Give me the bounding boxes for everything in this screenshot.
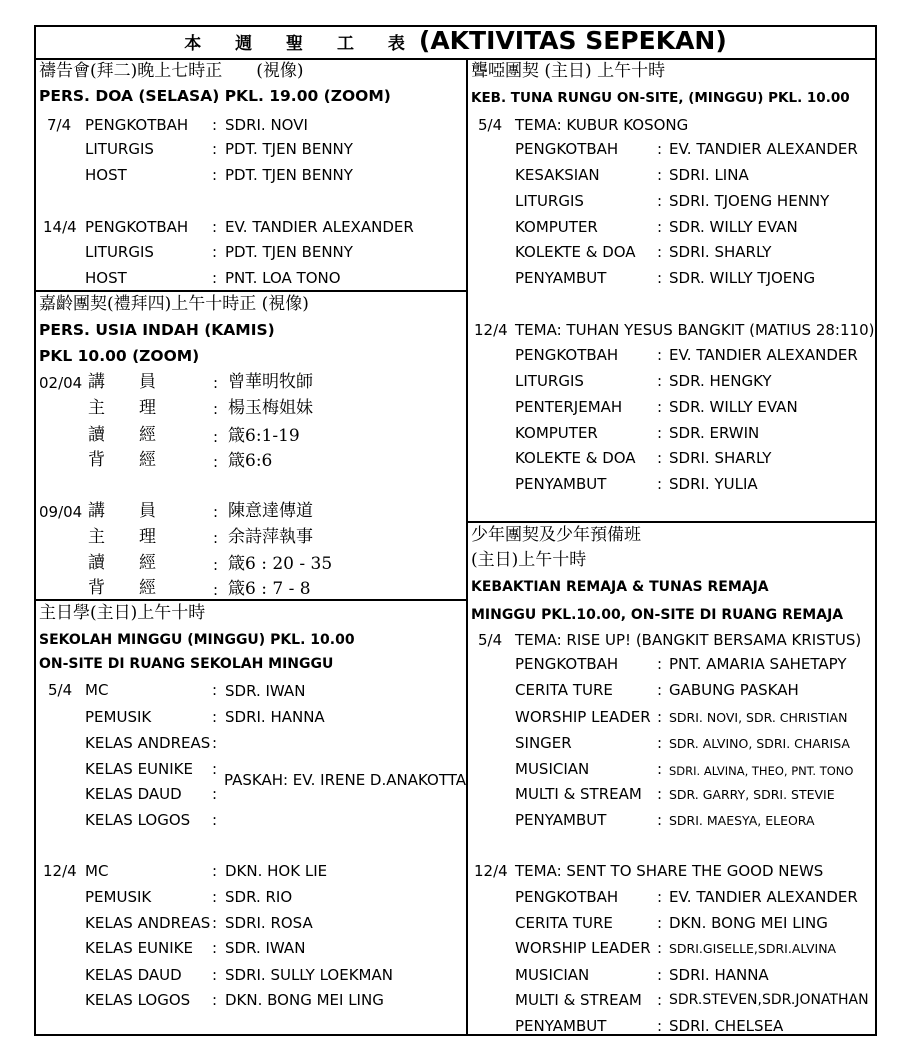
role: PENGKOTBAH <box>515 888 619 906</box>
name: SDRI. SHARLY <box>669 243 772 261</box>
role: KOMPUTER <box>515 424 598 442</box>
tuna-chinese-heading: 聾啞團契 (主日) 上午十時 <box>471 61 666 81</box>
divider-tuna-remaja <box>466 521 877 523</box>
theme: TEMA: TUHAN YESUS BANGKIT (MATIUS 28:110) <box>515 321 875 339</box>
colon: : <box>213 503 219 521</box>
role: PENYAMBUT <box>515 269 607 287</box>
colon: : <box>657 888 663 906</box>
usia-heading: PERS. USIA INDAH (KAMIS) <box>39 321 275 339</box>
name: EV. TANDIER ALEXANDER <box>225 218 414 236</box>
colon: : <box>213 374 219 392</box>
colon: : <box>212 914 218 932</box>
colon: : <box>657 243 663 261</box>
name: 箴6 : 7 - 8 <box>228 579 311 599</box>
role: 背 經 <box>88 450 156 470</box>
name: SDRI. HANNA <box>669 966 769 984</box>
date: 14/4 <box>43 218 77 236</box>
name: SDRI. SHARLY <box>669 449 772 467</box>
colon: : <box>212 991 218 1009</box>
name: SDRI. ROSA <box>225 914 313 932</box>
colon: : <box>657 1017 663 1035</box>
merged-teacher-note: PASKAH: EV. IRENE D.ANAKOTTA <box>224 771 466 789</box>
date: 5/4 <box>48 681 73 699</box>
remaja-chinese-time: (主日)上午十時 <box>471 550 587 570</box>
role: PENGKOTBAH <box>85 116 189 134</box>
colon: : <box>657 140 663 158</box>
role: WORSHIP LEADER <box>515 939 651 957</box>
colon: : <box>212 218 218 236</box>
date: 5/4 <box>478 631 503 649</box>
date: 12/4 <box>474 862 508 880</box>
title-chinese: 本 週 聖 工 表 <box>184 34 419 54</box>
colon: : <box>657 192 663 210</box>
role: KOLEKTE & DOA <box>515 449 636 467</box>
name: SDR. WILLY TJOENG <box>669 269 816 287</box>
colon: : <box>212 785 218 803</box>
name: 楊玉梅姐妹 <box>228 398 313 418</box>
role: WORSHIP LEADER <box>515 708 651 726</box>
colon: : <box>657 734 663 752</box>
colon: : <box>657 760 663 778</box>
name: PDT. TJEN BENNY <box>225 140 353 158</box>
tuna-heading: KEB. TUNA RUNGU ON-SITE, (MINGGU) PKL. 10.00 <box>471 90 850 106</box>
role: MULTI & STREAM <box>515 785 642 803</box>
colon: : <box>657 218 663 236</box>
name: PNT. AMARIA SAHETAPY <box>669 655 847 673</box>
colon: : <box>657 708 663 726</box>
remaja-location: MINGGU PKL.10.00, ON-SITE DI RUANG REMAJA <box>471 607 844 623</box>
role: PENYAMBUT <box>515 475 607 493</box>
role: CERITA TURE <box>515 681 613 699</box>
name: SDR. GARRY, SDRI. STEVIE <box>669 787 835 802</box>
role: PEMUSIK <box>85 888 152 906</box>
name: DKN. BONG MEI LING <box>225 991 384 1009</box>
role: KELAS ANDREAS <box>85 734 211 752</box>
colon: : <box>212 269 218 287</box>
role: LITURGIS <box>85 243 154 261</box>
colon: : <box>657 424 663 442</box>
name: SDRI. YULIA <box>669 475 758 493</box>
role: HOST <box>85 166 127 184</box>
name: SDRI.GISELLE,SDRI.ALVINA <box>669 941 837 956</box>
remaja-chinese-heading: 少年團契及少年預備班 <box>471 525 641 545</box>
name: SDR. RIO <box>225 888 293 906</box>
theme: TEMA: RISE UP! (BANGKIT BERSAMA KRISTUS) <box>515 631 862 649</box>
role: SINGER <box>515 734 572 752</box>
role: MC <box>85 862 109 880</box>
sm-chinese-heading: 主日學(主日)上午十時 <box>39 603 206 623</box>
role: KELAS DAUD <box>85 785 182 803</box>
name: SDR.STEVEN,SDR.JONATHAN <box>669 992 869 1008</box>
role: PENTERJEMAH <box>515 398 623 416</box>
role: CERITA TURE <box>515 914 613 932</box>
name: SDRI. TJOENG HENNY <box>669 192 830 210</box>
role: MC <box>85 681 109 699</box>
name: SDRI. MAESYA, ELEORA <box>669 813 815 828</box>
colon: : <box>212 862 218 880</box>
role: PEMUSIK <box>85 708 152 726</box>
colon: : <box>212 140 218 158</box>
name: 陳意達傳道 <box>228 501 313 521</box>
sm-heading: SEKOLAH MINGGU (MINGGU) PKL. 10.00 <box>39 632 355 648</box>
colon: : <box>657 939 663 957</box>
role: MUSICIAN <box>515 966 590 984</box>
name: SDRI. NOVI <box>225 116 308 134</box>
colon: : <box>212 708 218 726</box>
name: SDRI. CHELSEA <box>669 1017 784 1035</box>
colon: : <box>213 556 219 574</box>
role: MUSICIAN <box>515 760 590 778</box>
name: PDT. TJEN BENNY <box>225 166 353 184</box>
colon: : <box>657 681 663 699</box>
colon: : <box>212 116 218 134</box>
divider-usia-sm <box>34 599 467 601</box>
date: 09/04 <box>39 503 83 521</box>
remaja-heading: KEBAKTIAN REMAJA & TUNAS REMAJA <box>471 579 769 595</box>
date: 5/4 <box>478 116 503 134</box>
name: DKN. BONG MEI LING <box>669 914 828 932</box>
role: 讀 經 <box>88 425 156 445</box>
role: PENYAMBUT <box>515 811 607 829</box>
role: 讀 經 <box>88 553 156 573</box>
colon: : <box>657 966 663 984</box>
colon: : <box>657 475 663 493</box>
colon: : <box>657 449 663 467</box>
doa-heading: PERS. DOA (SELASA) PKL. 19.00 (ZOOM) <box>39 87 391 105</box>
colon: : <box>213 400 219 418</box>
theme: TEMA: SENT TO SHARE THE GOOD NEWS <box>515 862 824 880</box>
name: SDRI. SULLY LOEKMAN <box>225 966 393 984</box>
name: SDR. HENGKY <box>669 372 772 390</box>
name: SDR. WILLY EVAN <box>669 218 798 236</box>
name: 余詩萍執事 <box>228 527 313 547</box>
name: SDR. IWAN <box>225 939 306 957</box>
colon: : <box>212 888 218 906</box>
divider-doa-usia <box>34 290 467 292</box>
page-title <box>34 25 877 60</box>
name: 箴6 : 20 - 35 <box>228 554 333 574</box>
date: 12/4 <box>474 321 508 339</box>
name: PDT. TJEN BENNY <box>225 243 353 261</box>
colon: : <box>657 991 663 1009</box>
role: KESAKSIAN <box>515 166 600 184</box>
colon: : <box>657 398 663 416</box>
name: SDR. IWAN <box>225 682 306 700</box>
colon: : <box>212 166 218 184</box>
colon: : <box>212 811 218 829</box>
role: LITURGIS <box>515 372 584 390</box>
title-indonesian: (AKTIVITAS SEPEKAN) <box>418 26 727 55</box>
name: PNT. LOA TONO <box>225 269 341 287</box>
colon: : <box>212 243 218 261</box>
colon: : <box>212 939 218 957</box>
colon: : <box>657 372 663 390</box>
colon: : <box>212 966 218 984</box>
role: 主 理 <box>88 527 156 547</box>
role: PENGKOTBAH <box>515 655 619 673</box>
name: SDR. WILLY EVAN <box>669 398 798 416</box>
role: 講 員 <box>88 501 156 521</box>
colon: : <box>213 428 219 446</box>
name: 箴6:6 <box>228 451 273 471</box>
role: KELAS LOGOS <box>85 991 191 1009</box>
role: MULTI & STREAM <box>515 991 642 1009</box>
role: KELAS EUNIKE <box>85 939 193 957</box>
name: 曾華明牧師 <box>228 372 313 392</box>
role: KELAS EUNIKE <box>85 760 193 778</box>
name: 箴6:1-19 <box>228 426 300 446</box>
column-divider <box>466 60 468 1036</box>
role: PENGKOTBAH <box>515 140 619 158</box>
name: EV. TANDIER ALEXANDER <box>669 888 858 906</box>
colon: : <box>657 166 663 184</box>
schedule-frame <box>34 25 877 1036</box>
role: PENYAMBUT <box>515 1017 607 1035</box>
role: KOLEKTE & DOA <box>515 243 636 261</box>
role: PENGKOTBAH <box>85 218 189 236</box>
name: GABUNG PASKAH <box>669 681 799 699</box>
name: SDR. ALVINO, SDRI. CHARISA <box>669 736 850 751</box>
colon: : <box>212 760 218 778</box>
name: SDR. ERWIN <box>669 424 760 442</box>
role: 主 理 <box>88 398 156 418</box>
role: KOMPUTER <box>515 218 598 236</box>
name: SDRI. ALVINA, THEO, PNT. TONO <box>669 764 854 778</box>
colon: : <box>657 914 663 932</box>
usia-chinese-heading: 嘉齡團契(禮拜四)上午十時正 (視像) <box>39 294 309 314</box>
colon: : <box>212 681 218 699</box>
colon: : <box>657 269 663 287</box>
usia-time: PKL 10.00 (ZOOM) <box>39 347 200 365</box>
role: PENGKOTBAH <box>515 346 619 364</box>
date: 7/4 <box>47 116 72 134</box>
role: LITURGIS <box>515 192 584 210</box>
role: KELAS DAUD <box>85 966 182 984</box>
colon: : <box>213 453 219 471</box>
theme: TEMA: KUBUR KOSONG <box>515 116 689 134</box>
role: HOST <box>85 269 127 287</box>
colon: : <box>657 811 663 829</box>
name: EV. TANDIER ALEXANDER <box>669 346 858 364</box>
name: EV. TANDIER ALEXANDER <box>669 140 858 158</box>
name: SDRI. NOVI, SDR. CHRISTIAN <box>669 710 848 725</box>
colon: : <box>657 346 663 364</box>
sm-location: ON-SITE DI RUANG SEKOLAH MINGGU <box>39 656 334 672</box>
role: 講 員 <box>88 372 156 392</box>
name: DKN. HOK LIE <box>225 862 328 880</box>
date: 12/4 <box>43 862 77 880</box>
role: KELAS LOGOS <box>85 811 191 829</box>
colon: : <box>213 581 219 599</box>
colon: : <box>657 785 663 803</box>
role: LITURGIS <box>85 140 154 158</box>
role: KELAS ANDREAS <box>85 914 211 932</box>
doa-chinese-heading: 禱告會(拜二)晚上七時正 (視像) <box>39 61 304 81</box>
role: 背 經 <box>88 578 156 598</box>
name: SDRI. HANNA <box>225 708 325 726</box>
date: 02/04 <box>39 374 83 392</box>
colon: : <box>212 734 218 752</box>
colon: : <box>213 529 219 547</box>
colon: : <box>657 655 663 673</box>
name: SDRI. LINA <box>669 166 749 184</box>
